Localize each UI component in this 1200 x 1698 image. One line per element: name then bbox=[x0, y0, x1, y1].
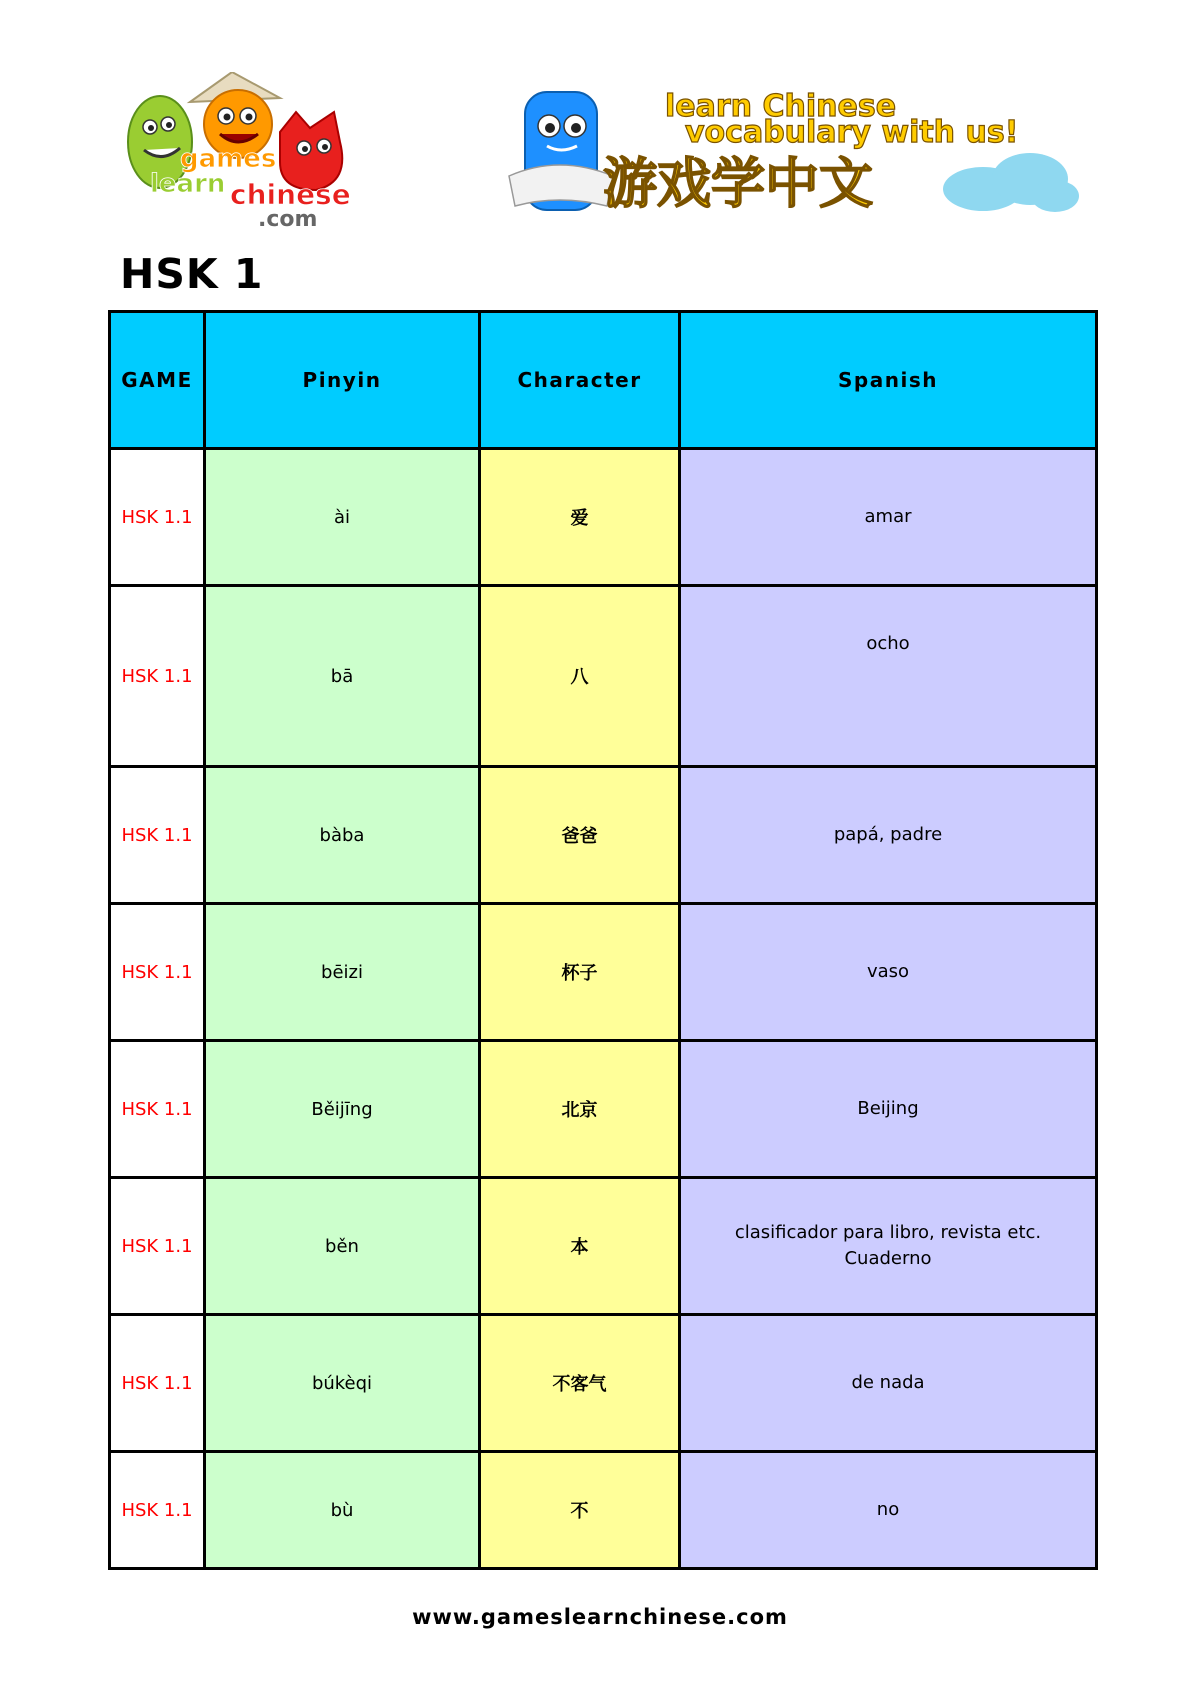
game-cell: HSK 1.1 bbox=[110, 586, 205, 767]
banner-text-line2: vocabulary with us! bbox=[685, 115, 1019, 150]
logo-text-com: .com bbox=[258, 207, 318, 232]
game-cell: HSK 1.1 bbox=[110, 1315, 205, 1452]
character-cell: 不客气 bbox=[480, 1315, 680, 1452]
pinyin-cell: bēizi bbox=[205, 904, 480, 1041]
pinyin-cell: bàba bbox=[205, 767, 480, 904]
character-cell: 不 bbox=[480, 1452, 680, 1569]
banner-text-line1: learn Chinese bbox=[665, 89, 897, 124]
pinyin-cell: ài bbox=[205, 449, 480, 586]
table-row bbox=[110, 586, 1097, 767]
header-character: Character bbox=[480, 312, 680, 449]
spanish-cell: Beijing bbox=[680, 1041, 1097, 1178]
spanish-cell: no bbox=[680, 1452, 1097, 1569]
page-title: HSK 1 bbox=[120, 250, 264, 298]
header-pinyin: Pinyin bbox=[205, 312, 480, 449]
game-cell: HSK 1.1 bbox=[110, 904, 205, 1041]
logo-text-games: games bbox=[180, 144, 277, 174]
table-header-row bbox=[110, 312, 1097, 449]
header-spanish: Spanish bbox=[680, 312, 1097, 449]
learn-chinese-banner bbox=[495, 84, 1080, 234]
pinyin-cell: búkèqi bbox=[205, 1315, 480, 1452]
game-cell: HSK 1.1 bbox=[110, 1452, 205, 1569]
footer-url[interactable]: www.gameslearnchinese.com bbox=[412, 1605, 788, 1629]
spanish-cell bbox=[680, 1178, 1097, 1315]
game-cell: HSK 1.1 bbox=[110, 1178, 205, 1315]
character-cell: 爸爸 bbox=[480, 767, 680, 904]
pinyin-cell: běn bbox=[205, 1178, 480, 1315]
table-row bbox=[110, 449, 1097, 586]
pinyin-cell: bù bbox=[205, 1452, 480, 1569]
character-cell: 八 bbox=[480, 586, 680, 767]
logo-text-learn: learn bbox=[150, 169, 226, 199]
table-row bbox=[110, 904, 1097, 1041]
spanish-line: clasificador para libro, revista etc. bbox=[734, 1222, 1042, 1243]
logo-text-chinese: chinese bbox=[230, 178, 351, 211]
spanish-cell: papá, padre bbox=[680, 767, 1097, 904]
pinyin-cell: Běijīng bbox=[205, 1041, 480, 1178]
game-cell: HSK 1.1 bbox=[110, 449, 205, 586]
game-cell: HSK 1.1 bbox=[110, 767, 205, 904]
table-row bbox=[110, 767, 1097, 904]
spanish-cell: vaso bbox=[680, 904, 1097, 1041]
table-row bbox=[110, 1315, 1097, 1452]
vocabulary-table bbox=[108, 310, 1098, 1570]
game-cell: HSK 1.1 bbox=[110, 1041, 205, 1178]
games-learn-chinese-logo bbox=[120, 72, 378, 232]
spanish-cell: ocho bbox=[680, 586, 1097, 767]
header-game: GAME bbox=[110, 312, 205, 449]
pinyin-cell: bā bbox=[205, 586, 480, 767]
table-row bbox=[110, 1452, 1097, 1569]
spanish-cell: de nada bbox=[680, 1315, 1097, 1452]
character-cell: 杯子 bbox=[480, 904, 680, 1041]
character-cell: 本 bbox=[480, 1178, 680, 1315]
banner-text-chinese: 游戏学中文 bbox=[603, 152, 873, 215]
spanish-cell: amar bbox=[680, 449, 1097, 586]
character-cell: 爱 bbox=[480, 449, 680, 586]
table-row bbox=[110, 1041, 1097, 1178]
spanish-line: Cuaderno bbox=[844, 1248, 932, 1269]
character-cell: 北京 bbox=[480, 1041, 680, 1178]
table-row bbox=[110, 1178, 1097, 1315]
